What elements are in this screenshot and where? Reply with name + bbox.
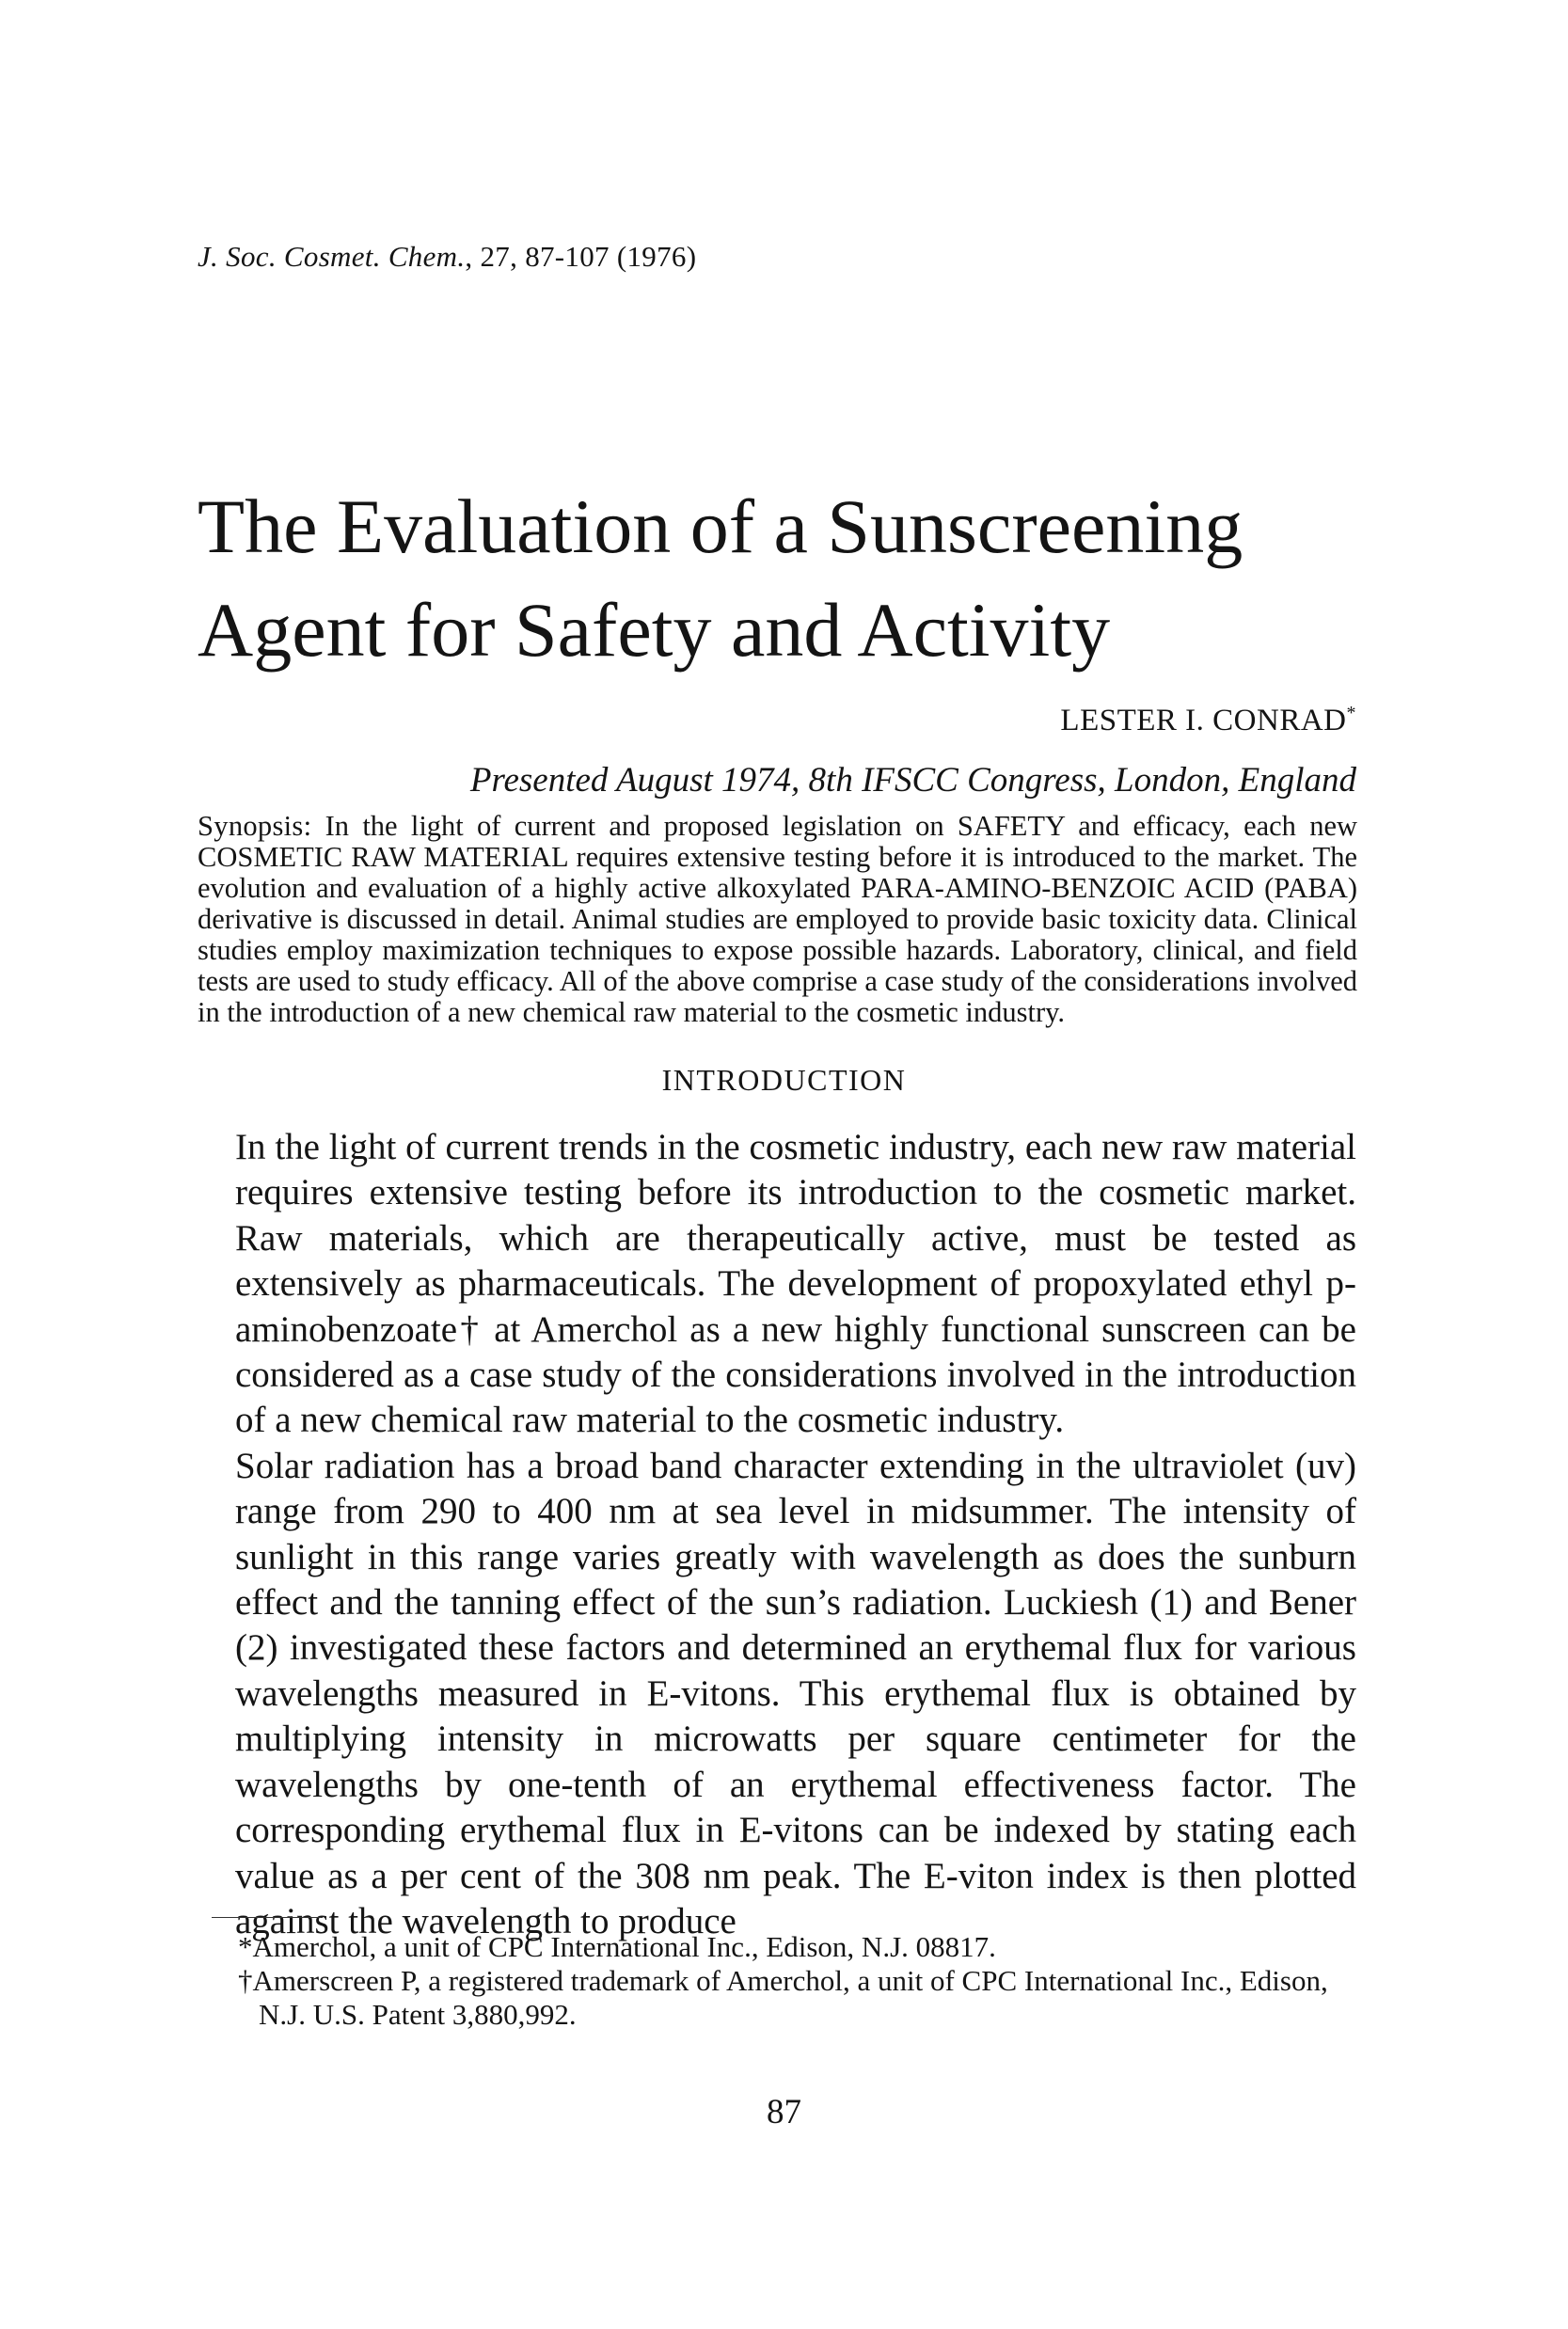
introduction-paragraph-2: Solar radiation has a broad band character extending in the ultraviolet (uv) range from 290 to 400 nm at sea level in midsummer. The intensity of sunlight in this range varies greatly with wavelength as does the sunburn effect and the tanning effect of the sun’s radiation. Luckiesh (1) and Bener (2) investigated these factors and determined an erythemal flux for various wavelengths measured in E-vitons. This erythemal flux is obtained by multiplying intensity in microwatts per square centimeter for the wavelengths by one-tenth of an erythemal effectiveness factor. The corresponding erythemal flux in E-vitons can be indexed by stating each value as a per cent of the 308 nm peak. The E-viton index is then plotted against the wavelength to produce xyxy=(235,1445,1356,1941)
footnote-trademark: †Amerscreen P, a registered trademark of Amerchol, a unit of CPC International Inc., Edison, N.J. U.S. Patent 3,880,992. xyxy=(238,1964,1328,2031)
introduction-body xyxy=(235,1125,1356,1944)
article-title xyxy=(198,475,1420,682)
footnote-divider xyxy=(212,1917,323,1918)
synopsis xyxy=(198,811,1357,1028)
journal-citation xyxy=(198,240,696,274)
presented-note: Presented August 1974, 8th IFSCC Congress, London, England xyxy=(469,761,1356,800)
section-heading-introduction: INTRODUCTION xyxy=(661,1063,907,1097)
author-line xyxy=(1060,703,1356,738)
introduction-paragraph-1: In the light of current trends in the cosmetic industry, each new raw material requires extensive testing before its introduction to the cosmetic market. Raw materials, which are therapeutically active, must be tested as extensively as pharmaceuticals. The development of propoxylated ethyl p-aminobenzoate† at Amerchol as a new highly functional sunscreen can be considered as a case study of the considerations involved in the introduction of a new chemical raw material to the cosmetic industry. xyxy=(235,1127,1356,1441)
journal-abbrev: J. Soc. Cosmet. Chem. xyxy=(198,240,466,273)
synopsis-label: Synopsis: xyxy=(198,810,312,842)
synopsis-text: In the light of current and proposed legislation on SAFETY and efficacy, each new COSMETIC RAW MATERIAL requires extensive testing before it is introduced to the market. The evolution and evaluation of a highly active alkoxylated PARA-AMINO-BENZOIC ACID (PABA) derivative is discussed in detail. Animal studies are employed to provide basic toxicity data. Clinical studies employ maximization techniques to expose possible hazards. Laboratory, clinical, and field tests are used to study efficacy. All of the above comprise a case study of the considerations involved in the introduction of a new chemical raw material to the cosmetic industry. xyxy=(198,810,1358,1028)
article-title-line-1: The Evaluation of a Sunscreening xyxy=(198,483,1243,569)
journal-volume-pages: , 27, 87-107 (1976) xyxy=(465,240,697,273)
footnotes xyxy=(212,1930,1357,2032)
footnote-author-affiliation: *Amerchol, a unit of CPC International Inc., Edison, N.J. 08817. xyxy=(238,1930,996,1963)
author-footnote-mark: * xyxy=(1346,703,1356,723)
article-title-line-2: Agent for Safety and Activity xyxy=(198,587,1111,673)
author-name: LESTER I. CONRAD xyxy=(1060,704,1347,737)
page-number: 87 xyxy=(767,2093,801,2131)
